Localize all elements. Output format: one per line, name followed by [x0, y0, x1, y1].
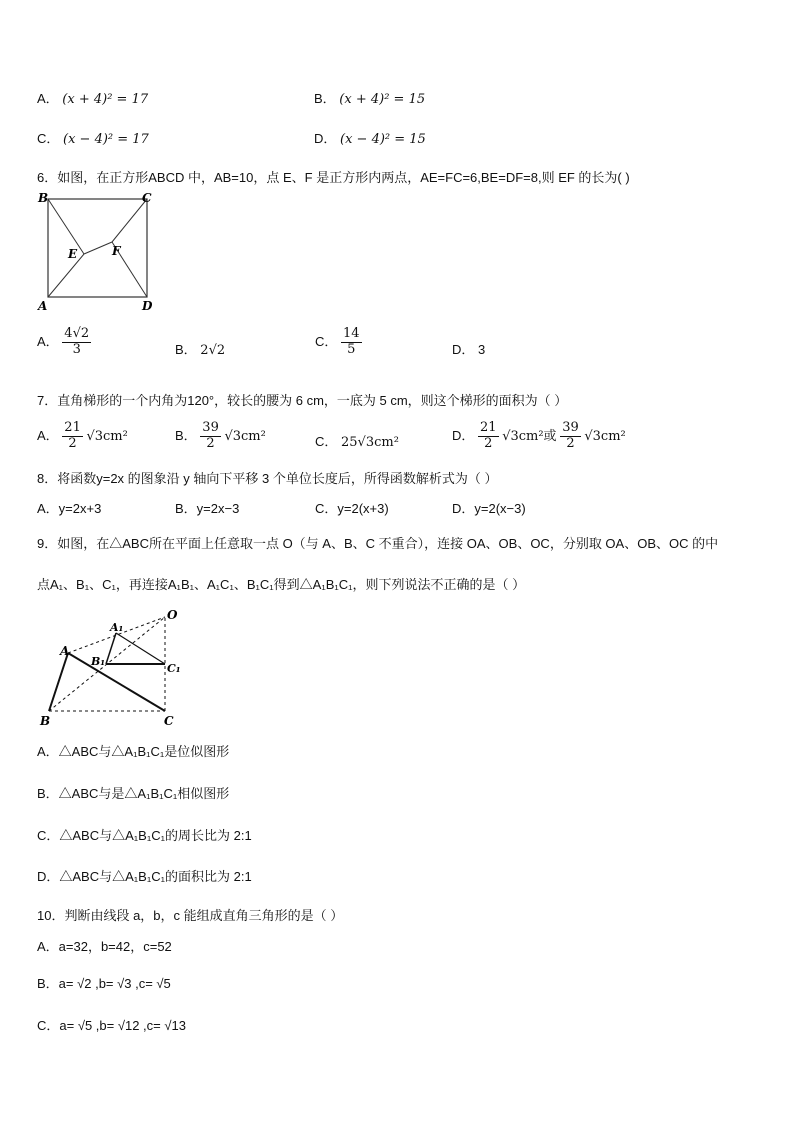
q7-option-c-val: 25√3cm² [341, 435, 399, 450]
q6-label-f: F [112, 244, 121, 258]
q7-option-d-frac2 [560, 421, 581, 452]
q6-option-d [452, 339, 485, 358]
q9-label-b1: B₁ [91, 655, 106, 668]
q7-option-c [315, 431, 399, 450]
q6-label-b: B [38, 191, 49, 205]
q6-option-b-label: B． [175, 342, 197, 357]
q5-option-b [314, 88, 425, 107]
q5-option-c-label: C． [37, 131, 60, 146]
q9-option-b: B．△ABC与是△A₁B₁C₁相似图形 [37, 786, 230, 801]
q8-option-a: A．y=2x+3 [37, 501, 102, 516]
q5-option-a [37, 88, 148, 107]
q5-option-b-label: B． [314, 91, 336, 106]
q9-option-d: D．△ABC与△A₁B₁C₁的面积比为 2:1 [37, 869, 252, 884]
q9-homothety-figure [36, 605, 186, 730]
q9-label-c1: C₁ [167, 662, 181, 675]
q7-option-b-den: 2 [206, 435, 215, 451]
q7-option-b-tail: √3cm² [224, 428, 266, 444]
q7-stem: 7．直角梯形的一个内角为120°，较长的腰为 6 cm，一底为 5 cm，则这个梯形的面积为（ ） [37, 393, 568, 408]
q7-option-a-frac [62, 421, 83, 452]
q5-option-d [314, 128, 426, 147]
q6-option-a-label: A． [37, 333, 59, 349]
q6-label-e: E [68, 247, 78, 261]
q6-option-c [315, 327, 362, 358]
q9-label-b: B [40, 714, 51, 728]
q9-stem-line2: 点A₁、B₁、C₁，再连接A₁B₁、A₁C₁、B₁C₁得到△A₁B₁C₁，则下列说法不正确的是（ ） [37, 577, 526, 592]
q6-option-a-num: 4√2 [64, 326, 90, 341]
q9-stem-line1: 9．如图，在△ABC所在平面上任意取一点 O（与 A、B、C 不重合），连接 OA、OB、OC，分别取 OA、OB、OC 的中 [37, 536, 719, 551]
q6-option-c-den: 5 [347, 341, 356, 357]
q6-option-a-den: 3 [72, 341, 81, 357]
q9-option-a: A．△ABC与△A₁B₁C₁是位似图形 [37, 744, 230, 759]
q6-square-figure [36, 190, 160, 314]
q7-option-a-tail: √3cm² [86, 428, 128, 444]
q9-label-a: A [60, 644, 70, 658]
q10-option-b: B．a= √2 ,b= √3 ,c= √5 [37, 976, 171, 991]
q6-option-c-num: 14 [343, 326, 360, 341]
q7-option-d-label: D． [452, 427, 475, 443]
q8-option-c: C．y=2(x+3) [315, 501, 389, 516]
q9-label-a1: A₁ [110, 621, 124, 634]
q7-option-c-label: C． [315, 434, 338, 449]
q8-option-b: B．y=2x−3 [175, 501, 240, 516]
q6-option-d-label: D． [452, 342, 475, 357]
q6-option-a [37, 327, 91, 358]
q7-option-b-label: B． [175, 427, 197, 443]
q6-option-b-val: 2√2 [200, 343, 226, 358]
q7-option-d-tail: √3cm² [584, 428, 626, 444]
q6-option-d-val: 3 [478, 342, 486, 357]
q5-option-d-label: D． [314, 131, 337, 146]
q8-option-d: D．y=2(x−3) [452, 501, 526, 516]
q6-option-a-frac [62, 327, 91, 358]
q7-option-d-num1: 21 [480, 420, 497, 435]
q7-option-d-den2: 2 [566, 435, 575, 451]
q7-option-b-frac [200, 421, 221, 452]
q7-option-a-den: 2 [68, 435, 77, 451]
q9-label-o: O [167, 608, 178, 622]
q7-option-b [175, 421, 266, 452]
q10-stem: 10．判断由线段 a，b，c 能组成直角三角形的是（ ） [37, 908, 344, 923]
q6-option-c-frac [341, 327, 362, 358]
q10-option-a: A．a=32，b=42，c=52 [37, 939, 172, 954]
q7-option-d [452, 421, 626, 452]
q6-label-c: C [142, 191, 152, 205]
q7-option-d-mid: √3cm²或 [502, 428, 557, 444]
q7-option-d-frac1 [478, 421, 499, 452]
q7-option-a-num: 21 [64, 420, 81, 435]
q7-option-a-label: A． [37, 427, 59, 443]
q10-option-c: C．a= √5 ,b= √12 ,c= √13 [37, 1018, 186, 1033]
q6-option-b [175, 339, 225, 358]
q6-label-d: D [142, 299, 153, 313]
q5-option-c-math: (x − 4)² = 17 [63, 132, 149, 147]
q9-option-c: C．△ABC与△A₁B₁C₁的周长比为 2:1 [37, 828, 252, 843]
q5-option-c [37, 128, 149, 147]
q7-option-a [37, 421, 128, 452]
q6-label-a: A [38, 299, 48, 313]
q5-option-d-math: (x − 4)² = 15 [340, 132, 426, 147]
q5-option-a-expr: A． [37, 91, 59, 106]
q6-stem: 6．如图，在正方形ABCD 中，AB=10，点 E、F 是正方形内两点，AE=FC=6,BE=DF=8,则 EF 的长为( ) [37, 170, 630, 185]
q7-option-d-den1: 2 [484, 435, 493, 451]
q6-option-c-label: C． [315, 333, 338, 349]
q9-label-c: C [164, 714, 174, 728]
q5-option-b-math: (x + 4)² = 15 [339, 92, 426, 107]
q8-stem: 8．将函数y=2x 的图象沿 y 轴向下平移 3 个单位长度后，所得函数解析式为（ ） [37, 471, 498, 486]
q7-option-d-num2: 39 [562, 420, 579, 435]
q5-option-a-math: (x + 4)² = 17 [62, 92, 149, 107]
q7-option-b-num: 39 [202, 420, 219, 435]
